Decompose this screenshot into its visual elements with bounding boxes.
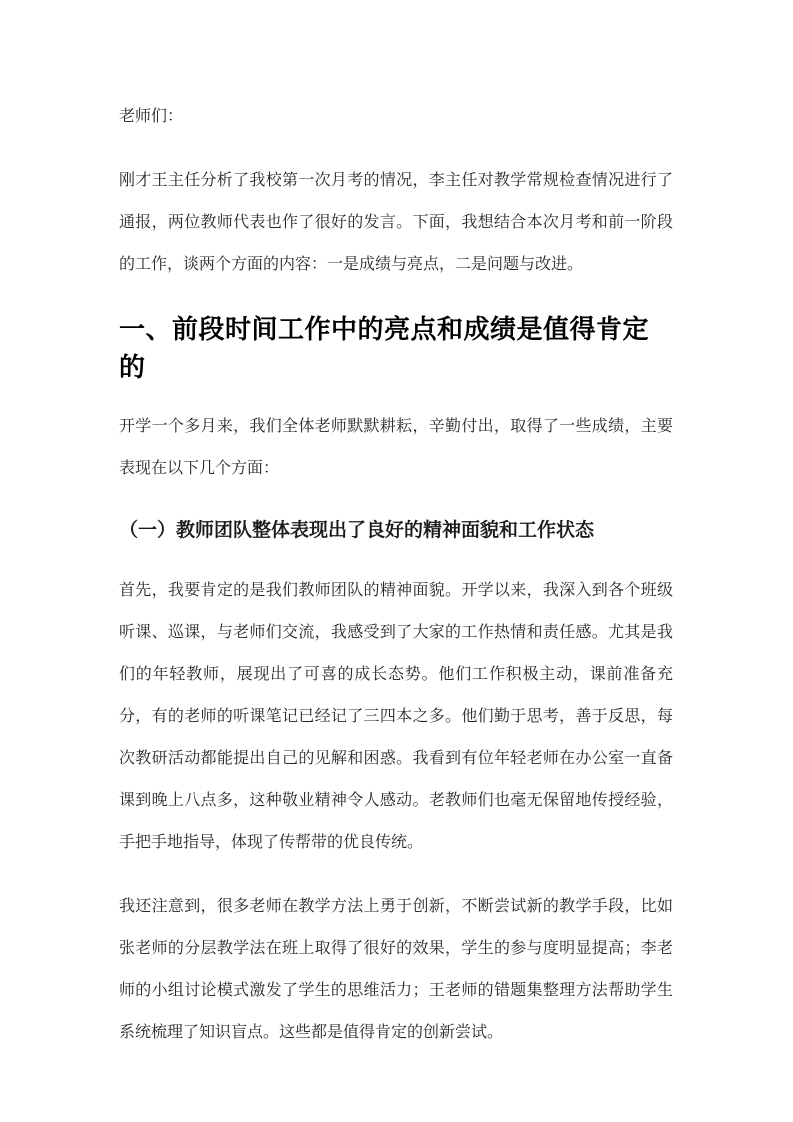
section-1-lead-paragraph: 开学一个多月来，我们全体老师默默耕耘，辛勤付出，取得了一些成绩，主要表现在以下几个方面： (119, 418, 673, 477)
salutation: 老师们： (119, 108, 184, 125)
section-1-heading: 一、前段时间工作中的亮点和成绩是值得肯定的 (119, 314, 650, 382)
subsection-1-1-paragraph-2: 我还注意到，很多老师在教学方法上勇于创新，不断尝试新的教学手段，比如张老师的分层教学法在班上取得了很好的效果，学生的参与度明显提高；李老师的小组讨论模式激发了学生的思维活力；王老师的错题集整理方法帮助学生系统梳理了知识盲点。这些都是值得肯定的创新尝试。 (119, 898, 673, 1041)
subsection-1-1-heading: （一）教师团队整体表现出了良好的精神面貌和工作状态 (119, 520, 595, 541)
intro-paragraph: 刚才王主任分析了我校第一次月考的情况，李主任对教学常规检查情况进行了通报，两位教师代表也作了很好的发言。下面，我想结合本次月考和前一阶段的工作，谈两个方面的内容：一是成绩与亮点，二是问题与改进。 (119, 172, 673, 273)
subsection-1-1-paragraph-1: 首先，我要肯定的是我们教师团队的精神面貌。开学以来，我深入到各个班级听课、巡课，与老师们交流，我感受到了大家的工作热情和责任感。尤其是我们的年轻教师，展现出了可喜的成长态势。他们工作积极主动，课前准备充分，有的老师的听课笔记已经记了三四本之多。他们勤于思考，善于反思，每次教研活动都能提出自己的见解和困惑。我看到有位年轻老师在办公室一直备课到晚上八点多，这种敬业精神令人感动。老教师们也毫无保留地传授经验，手把手地指导，体现了传帮带的优良传统。 (119, 582, 673, 851)
